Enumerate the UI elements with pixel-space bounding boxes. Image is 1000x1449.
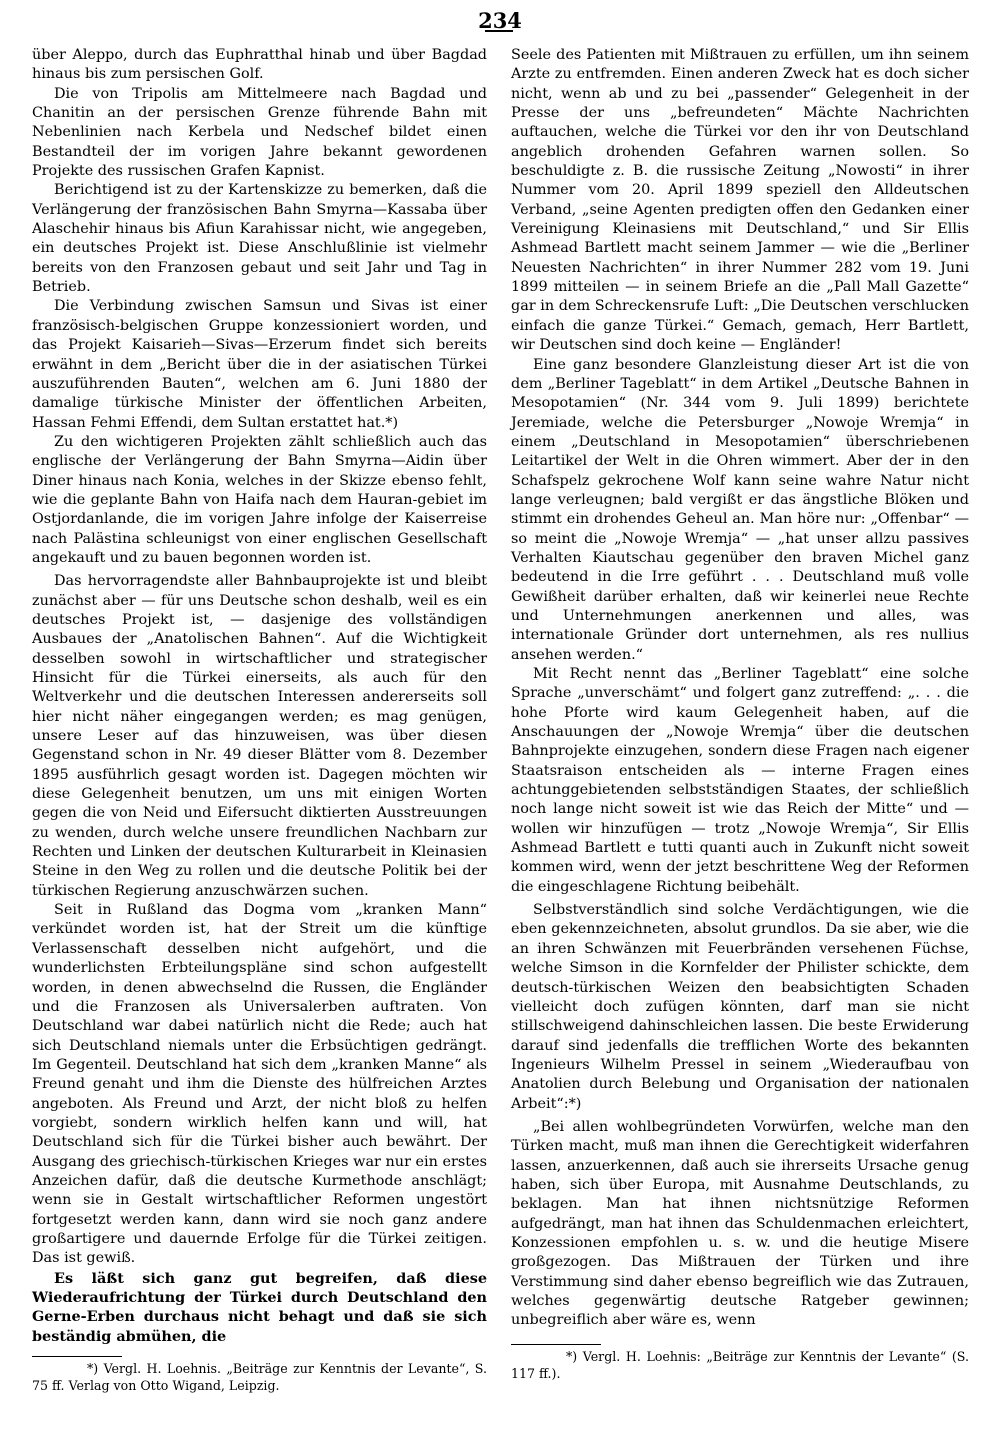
paragraph: Zu den wichtigeren Projekten zählt schließlich auch das englische der Verlängerung der Bahn Smyrna—Aidin über Diner hinaus nach Konia, welches in der Skizze ebenso fehlt, wie die geplante Bahn von Haifa nach dem Hauran-gebiet im Ostjordanlande, die im vorigen Jahre infolge der Kaiserreise nach Palästina schleunigst von einer englischen Gesellschaft angekauft und zu bauen begonnen worden ist.	[32, 433, 487, 566]
left-column	[32, 46, 487, 1346]
paragraph: Es läßt sich ganz gut begreifen, daß diese Wiederaufrichtung der Türkei durch Deutschland den Gerne-Erben durchaus nicht behagt und daß sie sich beständig abmühen, die	[32, 1269, 487, 1345]
paragraph: Die von Tripolis am Mittelmeere nach Bagdad und Chanitin an der persischen Grenze führende Bahn mit Nebenlinien nach Kerbela und Nedschef bildet einen Bestandteil der im vorigen Jahre bekannt gewordenen Projekte des russischen Grafen Kapnist.	[32, 85, 487, 180]
quotation-paragraph: „Bei allen wohlbegründeten Vorwürfen, welche man den Türken macht, muß man ihnen die Gerechtigkeit widerfahren lassen, anzuerkennen, daß auch sie ihrerseits Ursache genug haben, sich über Europa, mit Ausnahme Deutschlands, zu beklagen. Man hat ihnen nichtsnützige Reformen aufgedrängt, man hat ihnen das Schuldenmachen erleichtert, Konzessionen empfohlen u. s. w. und die heutige Misere großgezogen. Das Mißtrauen der Türken und ihre Verstimmung sind daher ebenso begreiflich wie das Zutrauen, welches gegenwärtig deutsche Ratgeber gewinnen; unbegreiflich aber wäre es, wenn	[511, 1118, 969, 1329]
paragraph: Seele des Patienten mit Mißtrauen zu erfüllen, um ihn seinem Arzte zu entfremden. Einen anderen Zweck hat es doch sicher nicht, wenn ab und zu bei „passender“ Gelegenheit in der Presse der uns „befreundeten“ Mächte Nachrichten auftauchen, welche die Türkei vor den ihr von Deutschland angeblich drohenden Gefahren warnen sollen. So beschuldigte z. B. die russische Zeitung „Nowosti“ in ihrer Nummer vom 20. April 1899 speziell den Alldeutschen Verband, „seine Agenten predigten offen den Gedanken einer Vereinigung Kleinasiens mit Deutschland,“ und Sir Ellis Ashmead Bartlett macht seinem Jammer — wie die „Berliner Neuesten Nachrichten“ in ihrer Nummer 282 vom 19. Juni 1899 mitteilen — in seinem Briefe an die „Pall Mall Gazette“ gar in dem Schreckensrufe Luft: „Die Deutschen verschlucken einfach die ganze Türkei.“ Gemach, gemach, Herr Bartlett, wir Deutschen sind doch keine — Engländer!	[511, 47, 969, 354]
header-rule	[485, 30, 513, 32]
paragraph: über Aleppo, durch das Euphratthal hinab und über Bagdad hinaus bis zum persischen Golf.	[32, 47, 487, 83]
paragraph: Mit Recht nennt das „Berliner Tageblatt“ eine solche Sprache „unverschämt“ und folgert ganz zutreffend: „. . . die hohe Pforte wird kaum Gelegenheit haben, auf die Anschauungen der „Nowoje Wremja“ über die deutschen Bahnprojekte einzugehen, sondern diese Fragen nach eigener Staatsraison entscheiden als — interne Fragen eines achtunggebietenden selbstständigen Staates, der schließlich noch lange nicht soweit ist wie das Reich der Mitte“ und — wollen wir hinzufügen — trotz „Nowoje Wremja“, Sir Ellis Ashmead Bartlett e tutti quanti auch in Zukunft nicht soweit kommen wird, wenn der jetzt beschrittene Weg der Reformen die eingeschlagene Richtung beibehält.	[511, 666, 969, 895]
paragraph: Eine ganz besondere Glanzleistung dieser Art ist die von dem „Berliner Tageblatt“ in dem Artikel „Deutsche Bahnen in Mesopotamien“ (Nr. 344 vom 9. Juli 1899) berichtete Jeremiade, welche die Petersburger „Nowoje Wremja“ in einem „Deutschland in Mesopotamien“ überschriebenen Leitartikel der Welt in die Ohren wimmert. Aber der in den Schafspelz gekrochene Wolf kann seine wahre Natur nicht lange verleugnen; bald vergißt er das ängstliche Blöken und stimmt ein drohendes Geheul an. Man höre nur: „Offenbar“ — so meint die „Nowoje Wremja“ — „hat unser allzu passives Verhalten Kiautschau gegenüber den braven Michel ganz bedeutend in die Irre geführt . . . Deutschland muß volle Gewißheit darüber erhalten, daß wir keinerlei neue Rechte und Unternehmungen anerkennen und alles, was internationale Gründer dort unternehmen, als res nullius ansehen werden.“	[511, 356, 969, 663]
paragraph: Seit in Rußland das Dogma vom „kranken Mann“ verkündet worden ist, hat der Streit um die künftige Verlassenschaft desselben nicht aufgehört, und die wunderlichsten Erbteilungspläne sind schon aufgestellt worden, in denen abwechselnd die Russen, die Engländer und die Franzosen als Universalerben auftraten. Von Deutschland war dabei natürlich nicht die Rede; auch hat sich Deutschland niemals unter die Erbsüchtigen gedrängt. Im Gegenteil. Deutschland hat sich dem „kranken Manne“ als Freund genaht und ihm die Dienste des hülfreichen Arztes angeboten. Als Freund und Arzt, der nicht bloß zu helfen vorgiebt, sondern wirklich helfen kann und will, hat Deutschland sich für die Türkei bisher auch bewährt. Der Ausgang des griechisch-türkischen Krieges war nur ein erstes Anzeichen dafür, daß die deutsche Kurmethode anschlägt; wenn sie in Gestalt wirtschaftlicher Reformen ungestört fortgesetzt werden kann, dann wird sie noch ganz andere großartigere und dauernde Erfolge für die Türkei zeitigen. Das ist gewiß.	[32, 902, 487, 1267]
paragraph: Das hervorragendste aller Bahnbauprojekte ist und bleibt zunächst aber — für uns Deutsche schon deshalb, weil es ein deutsches Projekt ist, — dasjenige des vollständigen Ausbaues der „Anatolischen Bahnen“. Auf die Wichtigkeit desselben sowohl in wirtschaftlicher und strategischer Hinsicht für die Türkei einerseits, als auch für den Weltverkehr und die deutschen Interessen andererseits soll hier nicht näher eingegangen werden; es mag genügen, unsere Leser auf das hinzuweisen, was über diesen Gegenstand schon in Nr. 49 dieser Blätter vom 8. Dezember 1895 ausführlich gesagt worden ist. Dagegen möchten wir diese Gelegenheit benutzen, um uns mit einigen Worten gegen die von Neid und Eifersucht diktierten Ausstreuungen zu wenden, durch welche unsere freundlichen Nachbarn zur Rechten und Linken der deutschen Kulturarbeit in Kleinasien Steine in den Weg zu rollen und die deutsche Politik bei der türkischen Regierung anzuschwärzen suchen.	[32, 573, 487, 899]
right-column	[511, 46, 969, 1331]
paragraph: Berichtigend ist zu der Kartenskizze zu bemerken, daß die Verlängerung der französischen Bahn Smyrna—Kassaba über Alaschehir hinaus bis Afiun Karahissar nicht, wie angegeben, ein deutsches Projekt ist. Diese Anschlußlinie ist vielmehr bereits von den Franzosen gebaut und seit Jahr und Tag in Betrieb.	[32, 182, 487, 296]
page-number: 234	[478, 8, 522, 33]
paragraph: Selbstverständlich sind solche Verdächtigungen, wie die eben gekennzeichneten, absolut grundlos. Da sie aber, wie die an ihren Schwänzen mit Feuerbränden versehenen Füchse, welche Simson in die Kornfelder der Philister schickte, dem deutsch-türkischen Weizen den beabsichtigten Schaden vielleicht doch zufügen könnten, darf man sie nicht stillschweigend dahinschleichen lassen. Die beste Erwiderung darauf sind jedenfalls die trefflichen Worte des bekannten Ingenieurs Wilhelm Pressel in seinem „Wiederaufbau von Anatolien durch Belebung und Organisation der nationalen Arbeit“:*)	[511, 902, 969, 1112]
footnote-rule	[511, 1344, 601, 1345]
footnote-rule	[32, 1356, 122, 1357]
footnote-right	[511, 1348, 969, 1382]
footnote-text: *) Vergl. H. Loehnis: „Beiträge zur Kenntnis der Levante“ (S. 117 ff.).	[511, 1349, 969, 1381]
footnote-text: *) Vergl. H. Loehnis. „Beiträge zur Kenntnis der Levante“, S. 75 ff. Verlag von Otto Wigand, Leipzig.	[32, 1361, 487, 1393]
paragraph: Die Verbindung zwischen Samsun und Sivas ist einer französisch-belgischen Gruppe konzessioniert worden, und das Projekt Kaisarieh—Sivas—Erzerum findet sich bereits erwähnt in dem „Bericht über die in der asiatischen Türkei auszuführenden Bauten“, welchen am 6. Juni 1880 der damalige türkische Minister der öffentlichen Arbeiten, Hassan Fehmi Effendi, dem Sultan erstattet hat.*)	[32, 298, 487, 431]
footnote-left	[32, 1360, 487, 1394]
